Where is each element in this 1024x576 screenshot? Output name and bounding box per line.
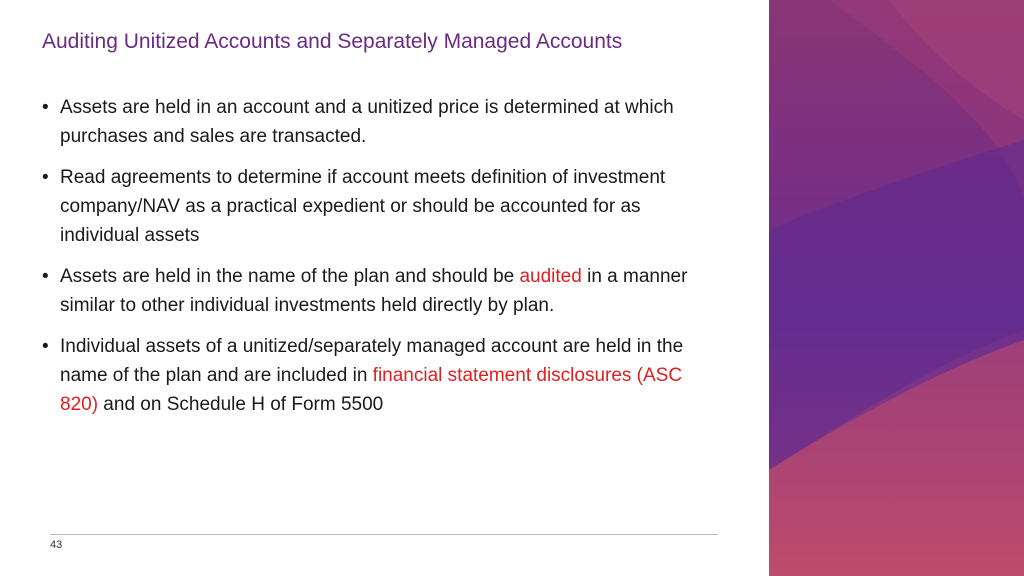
- bullet-item: [42, 93, 722, 151]
- bullet-segment: Individual assets of a unitized/separately managed account are held in the name of the plan and are included in: [60, 336, 684, 386]
- bullet-marker: •: [42, 97, 49, 118]
- footer-divider: [50, 534, 718, 535]
- bullet-marker: •: [42, 266, 49, 287]
- bullet-text: [60, 336, 683, 415]
- bullet-text: [60, 167, 665, 246]
- bullet-segment: and on Schedule H of Form 5500: [98, 394, 384, 415]
- decorative-waves: [769, 0, 1024, 576]
- bullet-segment: in a manner similar to other individual investments held directly by plan.: [60, 266, 688, 316]
- bullet-marker: •: [42, 336, 49, 357]
- bullet-text: [60, 266, 687, 316]
- bullet-item: [42, 163, 722, 250]
- page-number: 43: [50, 539, 63, 551]
- highlighted-term: audited: [519, 266, 582, 287]
- bullet-segment: Assets are held in an account and a unitized price is determined at which purchases and sales are transacted.: [60, 97, 674, 147]
- decorative-side-panel: [769, 0, 1024, 576]
- highlighted-term: financial statement disclosures (ASC 820): [60, 365, 683, 415]
- bullet-marker: •: [42, 167, 49, 188]
- slide-title: Auditing Unitized Accounts and Separately Managed Accounts: [42, 30, 623, 53]
- bullet-list: [42, 93, 722, 431]
- bullet-segment: Assets are held in the name of the plan and should be: [60, 266, 520, 287]
- bullet-item: [42, 262, 722, 320]
- bullet-item: [42, 332, 722, 419]
- bullet-segment: Read agreements to determine if account meets definition of investment company/NAV as a practical expedient or should be accounted for as individual assets: [60, 167, 666, 246]
- bullet-text: [60, 97, 674, 147]
